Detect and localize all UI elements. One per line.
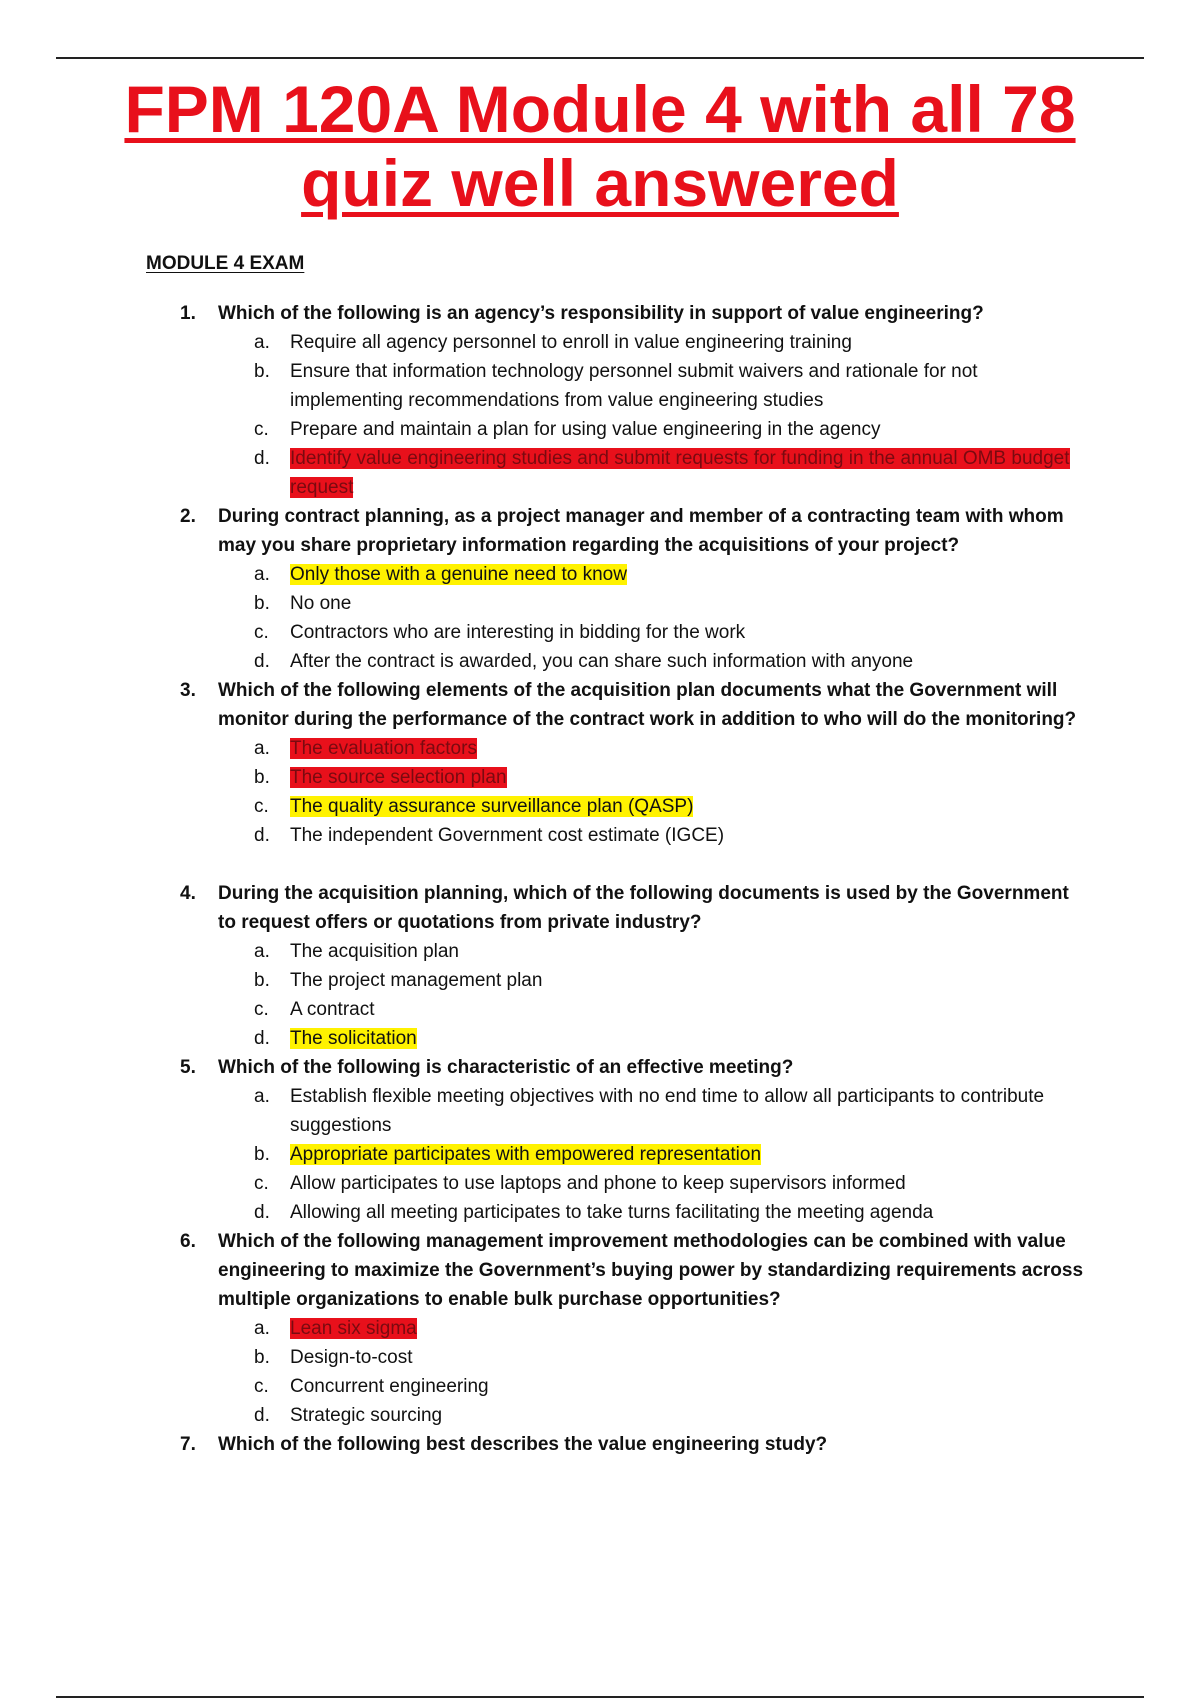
option-letter: c. (254, 796, 269, 817)
answer-option (218, 560, 1085, 589)
answer-option (218, 647, 1085, 676)
answer-option (218, 1343, 1085, 1372)
option-letter: c. (254, 622, 269, 643)
option-text: Design-to-cost (290, 1347, 413, 1368)
option-text: No one (290, 593, 352, 614)
answer-option (218, 821, 1085, 850)
answer-option (218, 589, 1085, 618)
question-text: During contract planning, as a project manager and member of a contracting team with whom may you share proprietary information regarding the acquisitions of your project? (218, 506, 1064, 556)
question-4 (180, 879, 1085, 1053)
answer-option (218, 1082, 1085, 1140)
answer-option (218, 1198, 1085, 1227)
answer-options (218, 328, 1085, 502)
answer-option (218, 1140, 1085, 1169)
question-text: Which of the following is characteristic of an effective meeting? (218, 1057, 794, 1078)
option-text: The independent Government cost estimate (IGCE) (290, 825, 725, 846)
answer-option (218, 1314, 1085, 1343)
answer-option (218, 618, 1085, 647)
option-text-highlighted-red: Lean six sigma (290, 1318, 417, 1339)
answer-options (218, 734, 1085, 850)
spacer (180, 850, 1085, 879)
answer-option (218, 1024, 1085, 1053)
option-text-highlighted-yellow: The solicitation (290, 1028, 417, 1049)
option-letter: d. (254, 448, 270, 469)
option-text-highlighted-red: The evaluation factors (290, 738, 477, 759)
option-letter: b. (254, 767, 270, 788)
answer-option (218, 763, 1085, 792)
question-number: 4. (180, 883, 196, 904)
answer-option (218, 357, 1085, 415)
question-text: Which of the following management improvement methodologies can be combined with value engineering to maximize the Government’s buying power by standardizing requirements across multiple organizations to enable bulk purchase opportunities? (218, 1231, 1084, 1310)
question-6 (180, 1227, 1085, 1430)
option-letter: a. (254, 941, 270, 962)
option-letter: d. (254, 651, 270, 672)
question-text: Which of the following elements of the acquisition plan documents what the Government will monitor during the performance of the contract work in addition to who will do the monitoring? (218, 680, 1077, 730)
option-letter: b. (254, 593, 270, 614)
question-7 (180, 1430, 1085, 1459)
question-text: Which of the following is an agency’s responsibility in support of value engineering? (218, 303, 984, 324)
option-text-highlighted-yellow: The quality assurance surveillance plan (QASP) (290, 796, 694, 817)
option-text: Establish flexible meeting objectives with no end time to allow all participants to contribute suggestions (290, 1086, 1045, 1136)
question-2 (180, 502, 1085, 676)
question-number: 6. (180, 1231, 196, 1252)
answer-option (218, 328, 1085, 357)
option-letter: a. (254, 1318, 270, 1339)
option-text: Strategic sourcing (290, 1405, 443, 1426)
question-5 (180, 1053, 1085, 1227)
answer-option (218, 966, 1085, 995)
title-line-2: quiz well answered (301, 146, 899, 220)
option-letter: d. (254, 1405, 270, 1426)
answer-option (218, 1372, 1085, 1401)
answer-option (218, 444, 1085, 502)
answer-option (218, 1401, 1085, 1430)
option-text-highlighted-yellow: Only those with a genuine need to know (290, 564, 627, 585)
option-text: The acquisition plan (290, 941, 459, 962)
answer-option (218, 792, 1085, 821)
option-letter: d. (254, 1028, 270, 1049)
option-letter: a. (254, 332, 270, 353)
title-line-1: FPM 120A Module 4 with all 78 (124, 72, 1076, 146)
option-letter: c. (254, 419, 269, 440)
option-text: Contractors who are interesting in bidding for the work (290, 622, 746, 643)
option-text: Concurrent engineering (290, 1376, 489, 1397)
question-number: 5. (180, 1057, 196, 1078)
top-rule (56, 57, 1144, 59)
option-letter: c. (254, 1173, 269, 1194)
option-text: Prepare and maintain a plan for using value engineering in the agency (290, 419, 881, 440)
answer-option (218, 734, 1085, 763)
answer-options (218, 560, 1085, 676)
option-letter: b. (254, 1144, 270, 1165)
option-letter: d. (254, 825, 270, 846)
option-letter: c. (254, 999, 269, 1020)
question-1 (180, 299, 1085, 502)
option-letter: a. (254, 1086, 270, 1107)
option-text: The project management plan (290, 970, 543, 991)
question-number: 2. (180, 506, 196, 527)
question-3 (180, 676, 1085, 850)
option-text-highlighted-red: Identify value engineering studies and submit requests for funding in the annual OMB budget request (290, 448, 1070, 498)
answer-option (218, 937, 1085, 966)
option-text-highlighted-yellow: Appropriate participates with empowered representation (290, 1144, 762, 1165)
question-text: During the acquisition planning, which of the following documents is used by the Government to request offers or quotations from private industry? (218, 883, 1069, 933)
option-letter: d. (254, 1202, 270, 1223)
option-letter: b. (254, 970, 270, 991)
answer-options (218, 1314, 1085, 1430)
option-letter: a. (254, 564, 270, 585)
section-heading: MODULE 4 EXAM (146, 253, 305, 274)
answer-options (218, 937, 1085, 1053)
question-list (180, 299, 1085, 1459)
question-number: 7. (180, 1434, 196, 1455)
answer-option (218, 1169, 1085, 1198)
answer-option (218, 415, 1085, 444)
option-text: After the contract is awarded, you can share such information with anyone (290, 651, 914, 672)
document-title (0, 72, 1200, 220)
question-text: Which of the following best describes the value engineering study? (218, 1434, 828, 1455)
option-text: Ensure that information technology personnel submit waivers and rationale for not implementing recommendations from value engineering studies (290, 361, 978, 411)
option-text: Require all agency personnel to enroll in value engineering training (290, 332, 852, 353)
question-number: 3. (180, 680, 196, 701)
option-text: A contract (290, 999, 375, 1020)
option-letter: b. (254, 361, 270, 382)
option-text: Allow participates to use laptops and phone to keep supervisors informed (290, 1173, 906, 1194)
option-letter: b. (254, 1347, 270, 1368)
answer-options (218, 1082, 1085, 1227)
option-letter: a. (254, 738, 270, 759)
question-number: 1. (180, 303, 196, 324)
bottom-rule (56, 1696, 1144, 1698)
answer-option (218, 995, 1085, 1024)
option-letter: c. (254, 1376, 269, 1397)
option-text-highlighted-red: The source selection plan (290, 767, 507, 788)
option-text: Allowing all meeting participates to take turns facilitating the meeting agenda (290, 1202, 934, 1223)
